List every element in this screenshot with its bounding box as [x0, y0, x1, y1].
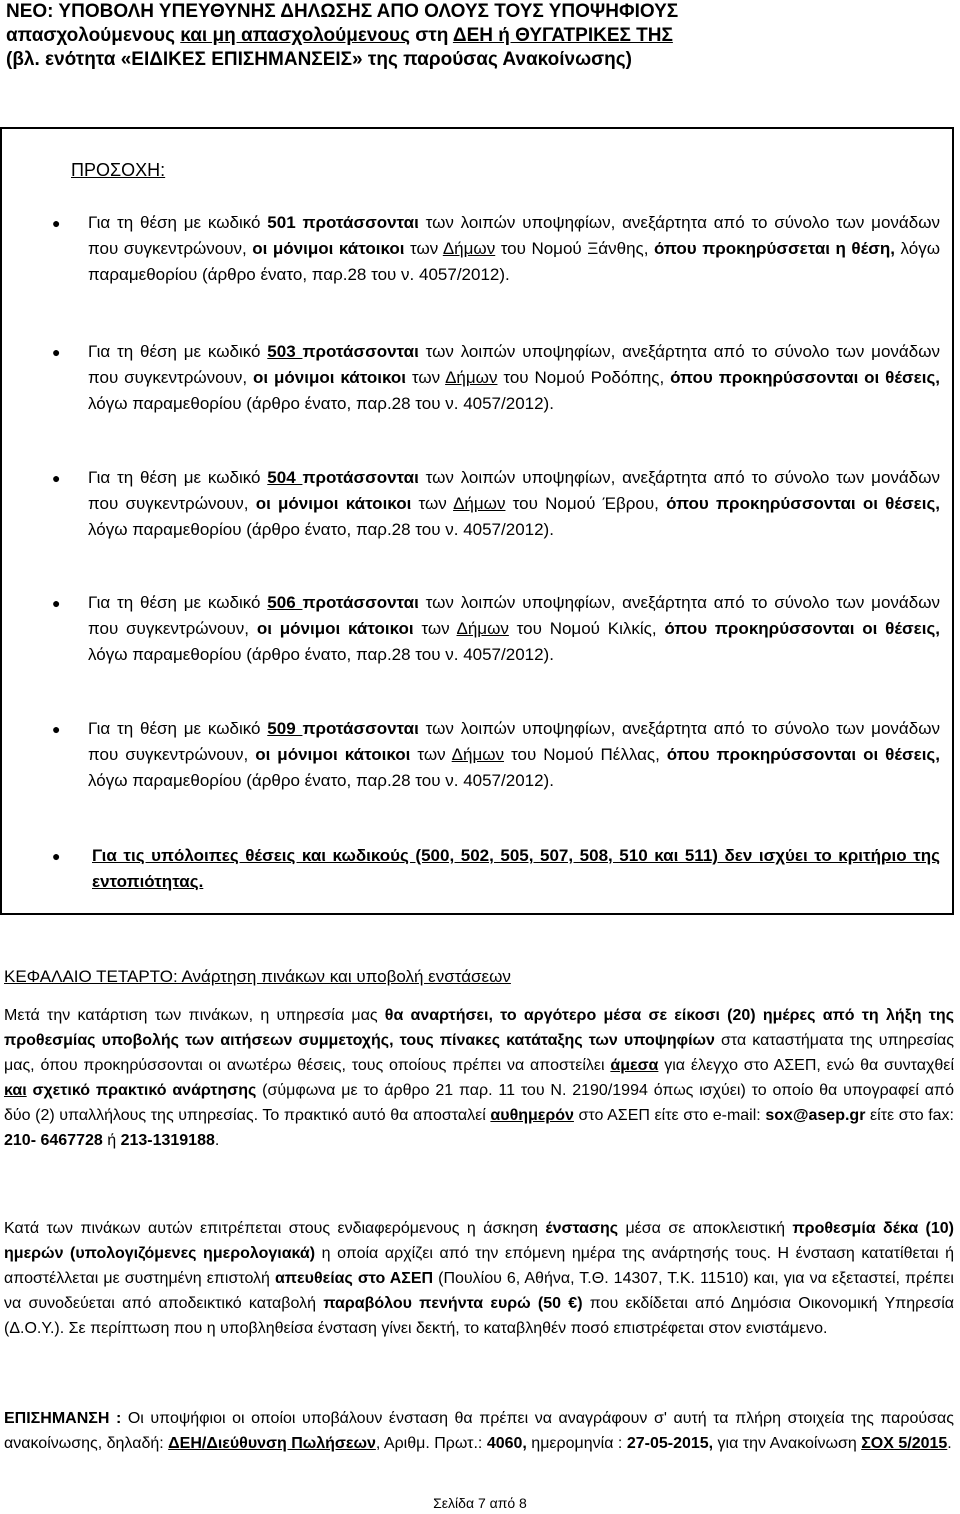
- paragraph-text: , Αριθμ. Πρωτ.:: [375, 1435, 487, 1452]
- item-text: λόγω παραμεθορίου (άρθρο ένατο, παρ.28 του ν. 4057/2012).: [88, 771, 554, 790]
- position-code: 509: [267, 719, 303, 738]
- list-item: [88, 210, 940, 288]
- paragraph-text: στο ΑΣΕΠ είτε στο e-mail:: [573, 1107, 766, 1124]
- protocol-number: 4060,: [486, 1435, 527, 1452]
- header-line-3: (βλ. ενότητα «ΕΙΔΙΚΕΣ ΕΠΙΣΗΜΑΝΣΕΙΣ» της παρούσας Ανακοίνωσης): [6, 49, 632, 70]
- item-bold-text: όπου προκηρύσσονται οι θέσεις,: [666, 494, 941, 513]
- item-text: λόγω παραμεθορίου (άρθρο ένατο, παρ.28 του ν. 4057/2012).: [88, 520, 554, 539]
- paragraph-bold-text: σχετικό πρακτικό ανάρτησης: [32, 1082, 257, 1099]
- paragraph-text: (Πουλίου 6, Αθήνα, Τ.Θ. 14307, Τ.Κ. 11510) και, για να εξεταστεί, πρέπει να συνοδεύεται από αποδεικτικό καταβολή: [4, 1270, 954, 1312]
- paragraph-posting: [4, 1003, 954, 1153]
- position-code: 503: [267, 342, 303, 361]
- item-text: Για τη θέση με κωδικό: [88, 468, 268, 487]
- fax-number: 213-1319188: [120, 1132, 215, 1149]
- item-text: του Νομού Πέλλας,: [504, 745, 667, 764]
- list-item: [88, 590, 940, 668]
- header-underlined-text: ΔΕΗ ή ΘΥΓΑΤΡΙΚΕΣ ΤΗΣ: [452, 25, 673, 46]
- paragraph-text: Μετά την κατάρτιση των πινάκων, η υπηρεσία μας: [4, 1007, 385, 1024]
- item-text: Για τη θέση με κωδικό: [88, 593, 268, 612]
- locality-note-text: ● Για τις υπόλοιπες θέσεις και κωδικούς (500, 502, 505, 507, 508, 510 και 511) δεν ισχύει το κριτήριο της εντοπιότητας.: [92, 846, 940, 891]
- paragraph-text: .: [947, 1435, 952, 1452]
- paragraph-note: [4, 1406, 954, 1456]
- attention-heading: ΠΡΟΣΟΧΗ:: [71, 160, 166, 180]
- item-text: Για τη θέση με κωδικό: [88, 342, 268, 361]
- announcement-id: ΣΟΧ 5/2015: [861, 1435, 948, 1452]
- paragraph-bold-underlined-text: ΔΕΗ/Διεύθυνση Πωλήσεων: [168, 1435, 376, 1452]
- item-underlined-text: Δήμων: [456, 619, 509, 638]
- item-bold-text: όπου προκηρύσσονται οι θέσεις,: [666, 745, 940, 764]
- page-number: Σελίδα 7 από 8: [433, 1495, 527, 1511]
- item-bold-text: όπου προκηρύσσεται η θέση,: [653, 239, 895, 258]
- item-text: λόγω παραμεθορίου (άρθρο ένατο, παρ.28 του ν. 4057/2012).: [88, 645, 554, 664]
- paragraph-text: η οποία αρχίζει από την επόμενη ημέρα της ανάρτησής τους. Η ένσταση κατατίθεται ή αποστέλλεται με συστημένη επιστολή: [4, 1245, 954, 1287]
- item-bold-text: οι μόνιμοι κάτοικοι: [256, 619, 414, 638]
- item-text: των: [410, 745, 452, 764]
- paragraph-text: για την Ανακοίνωση: [713, 1435, 862, 1452]
- item-text: Για τη θέση με κωδικό: [88, 213, 268, 232]
- paragraph-bold-text: παραβόλου πενήντα ευρώ (50 €): [323, 1295, 583, 1312]
- list-item: [88, 716, 940, 794]
- paragraph-text: μέσα σε αποκλειστική: [618, 1220, 793, 1237]
- item-bold-text: όπου προκηρύσσονται οι θέσεις,: [664, 619, 941, 638]
- paragraph-objection: [4, 1216, 954, 1341]
- item-bold-text: προτάσσονται: [295, 213, 419, 232]
- item-text: Για τη θέση με κωδικό: [88, 719, 268, 738]
- header-line-1: ΝΕΟ: ΥΠΟΒΟΛΗ ΥΠΕΥΘΥΝΗΣ ΔΗΛΩΣΗΣ ΑΠΟ ΟΛΟΥΣ ΤΟΥΣ ΥΠΟΨΗΦΙΟΥΣ: [6, 1, 679, 22]
- header-line-2: [6, 24, 954, 48]
- position-code: 501: [267, 213, 296, 232]
- item-text: των: [411, 494, 454, 513]
- item-underlined-text: Δήμων: [451, 745, 505, 764]
- item-text: του Νομού Ροδόπης,: [497, 368, 671, 387]
- item-text: του Νομού Ξάνθης,: [495, 239, 654, 258]
- item-bold-text: προτάσσονται: [302, 719, 419, 738]
- item-bold-text: προτάσσονται: [302, 342, 419, 361]
- item-underlined-text: Δήμων: [442, 239, 496, 258]
- paragraph-text: (σύμφωνα με το άρθρο 21 παρ. 11 του Ν. 2190/1994 όπως ισχύει) το οποίο θα υπογραφεί από δύο (2) υπαλλήλους της υπηρεσίας. Το πρακτικό αυτό θα αποσταλεί: [4, 1082, 954, 1124]
- announcement-date: 27-05-2015,: [626, 1435, 714, 1452]
- item-text: των λοιπών υποψηφίων, ανεξάρτητα από το σύνολο των μονάδων που συγκεντρώνουν,: [88, 719, 941, 764]
- position-code: 506: [267, 593, 303, 612]
- paragraph-bold-underlined-text: άμεσα: [610, 1057, 659, 1074]
- paragraph-text: .: [214, 1132, 220, 1149]
- list-item: [88, 465, 940, 543]
- item-text: των λοιπών υποψηφίων, ανεξάρτητα από το σύνολο των μονάδων που συγκεντρώνουν,: [88, 342, 941, 387]
- paragraph-bold-text: απευθείας στο ΑΣΕΠ: [274, 1270, 434, 1287]
- item-bold-text: προτάσσονται: [302, 468, 419, 487]
- paragraph-bold-text: προθεσμία δέκα (10) ημερών (υπολογιζόμενες ημερολογιακά): [4, 1220, 954, 1262]
- chapter-heading: ΚΕΦΑΛΑΙΟ ΤΕΤΑΡΤΟ: Ανάρτηση πινάκων και υποβολή ενστάσεων: [4, 967, 511, 986]
- item-text: των: [413, 619, 457, 638]
- item-text: των: [404, 239, 443, 258]
- paragraph-bold-underlined-text: αυθημερόν: [490, 1107, 574, 1124]
- paragraph-bold-underlined-text: και: [4, 1082, 27, 1099]
- page-header: [6, 0, 954, 72]
- item-text: των λοιπών υποψηφίων, ανεξάρτητα από το σύνολο των μονάδων που συγκεντρώνουν,: [88, 593, 941, 638]
- paragraph-text: ημερομηνία :: [526, 1435, 627, 1452]
- fax-number: 210- 6467728: [4, 1132, 103, 1149]
- item-text: των: [405, 368, 446, 387]
- item-text: του Νομού Έβρου,: [505, 494, 667, 513]
- paragraph-text: Οι υποψήφιοι οι οποίοι υποβάλουν ένσταση θα πρέπει να αναγράφουν σ' αυτή τα πλήρη στοιχεία της παρούσας ανακοίνωσης, δηλαδή:: [4, 1410, 954, 1452]
- header-underlined-text: και μη απασχολούμενους: [180, 25, 410, 46]
- item-text: των λοιπών υποψηφίων, ανεξάρτητα από το σύνολο των μονάδων που συγκεντρώνουν,: [88, 213, 940, 258]
- paragraph-text: στα καταστήματα της υπηρεσίας μας, όπου προκηρύσσονται οι ανωτέρω θέσεις, τους οποίους πρέπει να αποστείλει: [4, 1032, 955, 1074]
- paragraph-text: ή: [102, 1132, 121, 1149]
- paragraph-text: για έλεγχο στο ΑΣΕΠ, ενώ θα συνταχθεί: [658, 1057, 954, 1074]
- item-bold-text: οι μόνιμοι κάτοικοι: [255, 494, 412, 513]
- paragraph-text: που εκδίδεται από Δημόσια Οικονομική Υπηρεσία (Δ.Ο.Υ.). Σε περίπτωση που η υποβληθείσα ένσταση γίνει δεκτή, το καταβληθέν ποσό επιστρέφεται στον ενιστάμενο.: [4, 1295, 955, 1337]
- paragraph-text: είτε στο fax:: [865, 1107, 955, 1124]
- item-text: λόγω παραμεθορίου (άρθρο ένατο, παρ.28 του ν. 4057/2012).: [88, 239, 940, 284]
- item-bold-text: όπου προκηρύσσονται οι θέσεις,: [670, 368, 941, 387]
- position-code: 504: [267, 468, 303, 487]
- item-bold-text: προτάσσονται: [302, 593, 419, 612]
- paragraph-text: Κατά των πινάκων αυτών επιτρέπεται στους ενδιαφερόμενους η άσκηση: [4, 1220, 546, 1237]
- header-text: στη: [409, 25, 453, 46]
- item-text: του Νομού Κιλκίς,: [508, 619, 665, 638]
- paragraph-bold-text: ΕΠΙΣΗΜΑΝΣΗ :: [4, 1410, 122, 1427]
- item-text: των λοιπών υποψηφίων, ανεξάρτητα από το σύνολο των μονάδων που συγκεντρώνουν,: [88, 468, 941, 513]
- item-bold-text: οι μόνιμοι κάτοικοι: [255, 745, 411, 764]
- item-underlined-text: Δήμων: [453, 494, 506, 513]
- list-item-locality-note: [88, 843, 940, 895]
- paragraph-bold-text: θα αναρτήσει, το αργότερο μέσα σε είκοσι (20) ημέρες από τη λήξη της προθεσμίας υποβολής των αιτήσεων συμμετοχής, τους πίνακες κατάταξης των υποψηφίων: [4, 1007, 955, 1049]
- item-underlined-text: Δήμων: [445, 368, 498, 387]
- item-bold-text: οι μόνιμοι κάτοικοι: [252, 239, 405, 258]
- header-text: απασχολούμενους: [6, 25, 181, 46]
- email-address: sox@asep.gr: [765, 1107, 866, 1124]
- list-item: [88, 339, 940, 417]
- item-bold-text: οι μόνιμοι κάτοικοι: [253, 368, 406, 387]
- item-text: λόγω παραμεθορίου (άρθρο ένατο, παρ.28 του ν. 4057/2012).: [88, 394, 554, 413]
- paragraph-bold-text: ένστασης: [545, 1220, 619, 1237]
